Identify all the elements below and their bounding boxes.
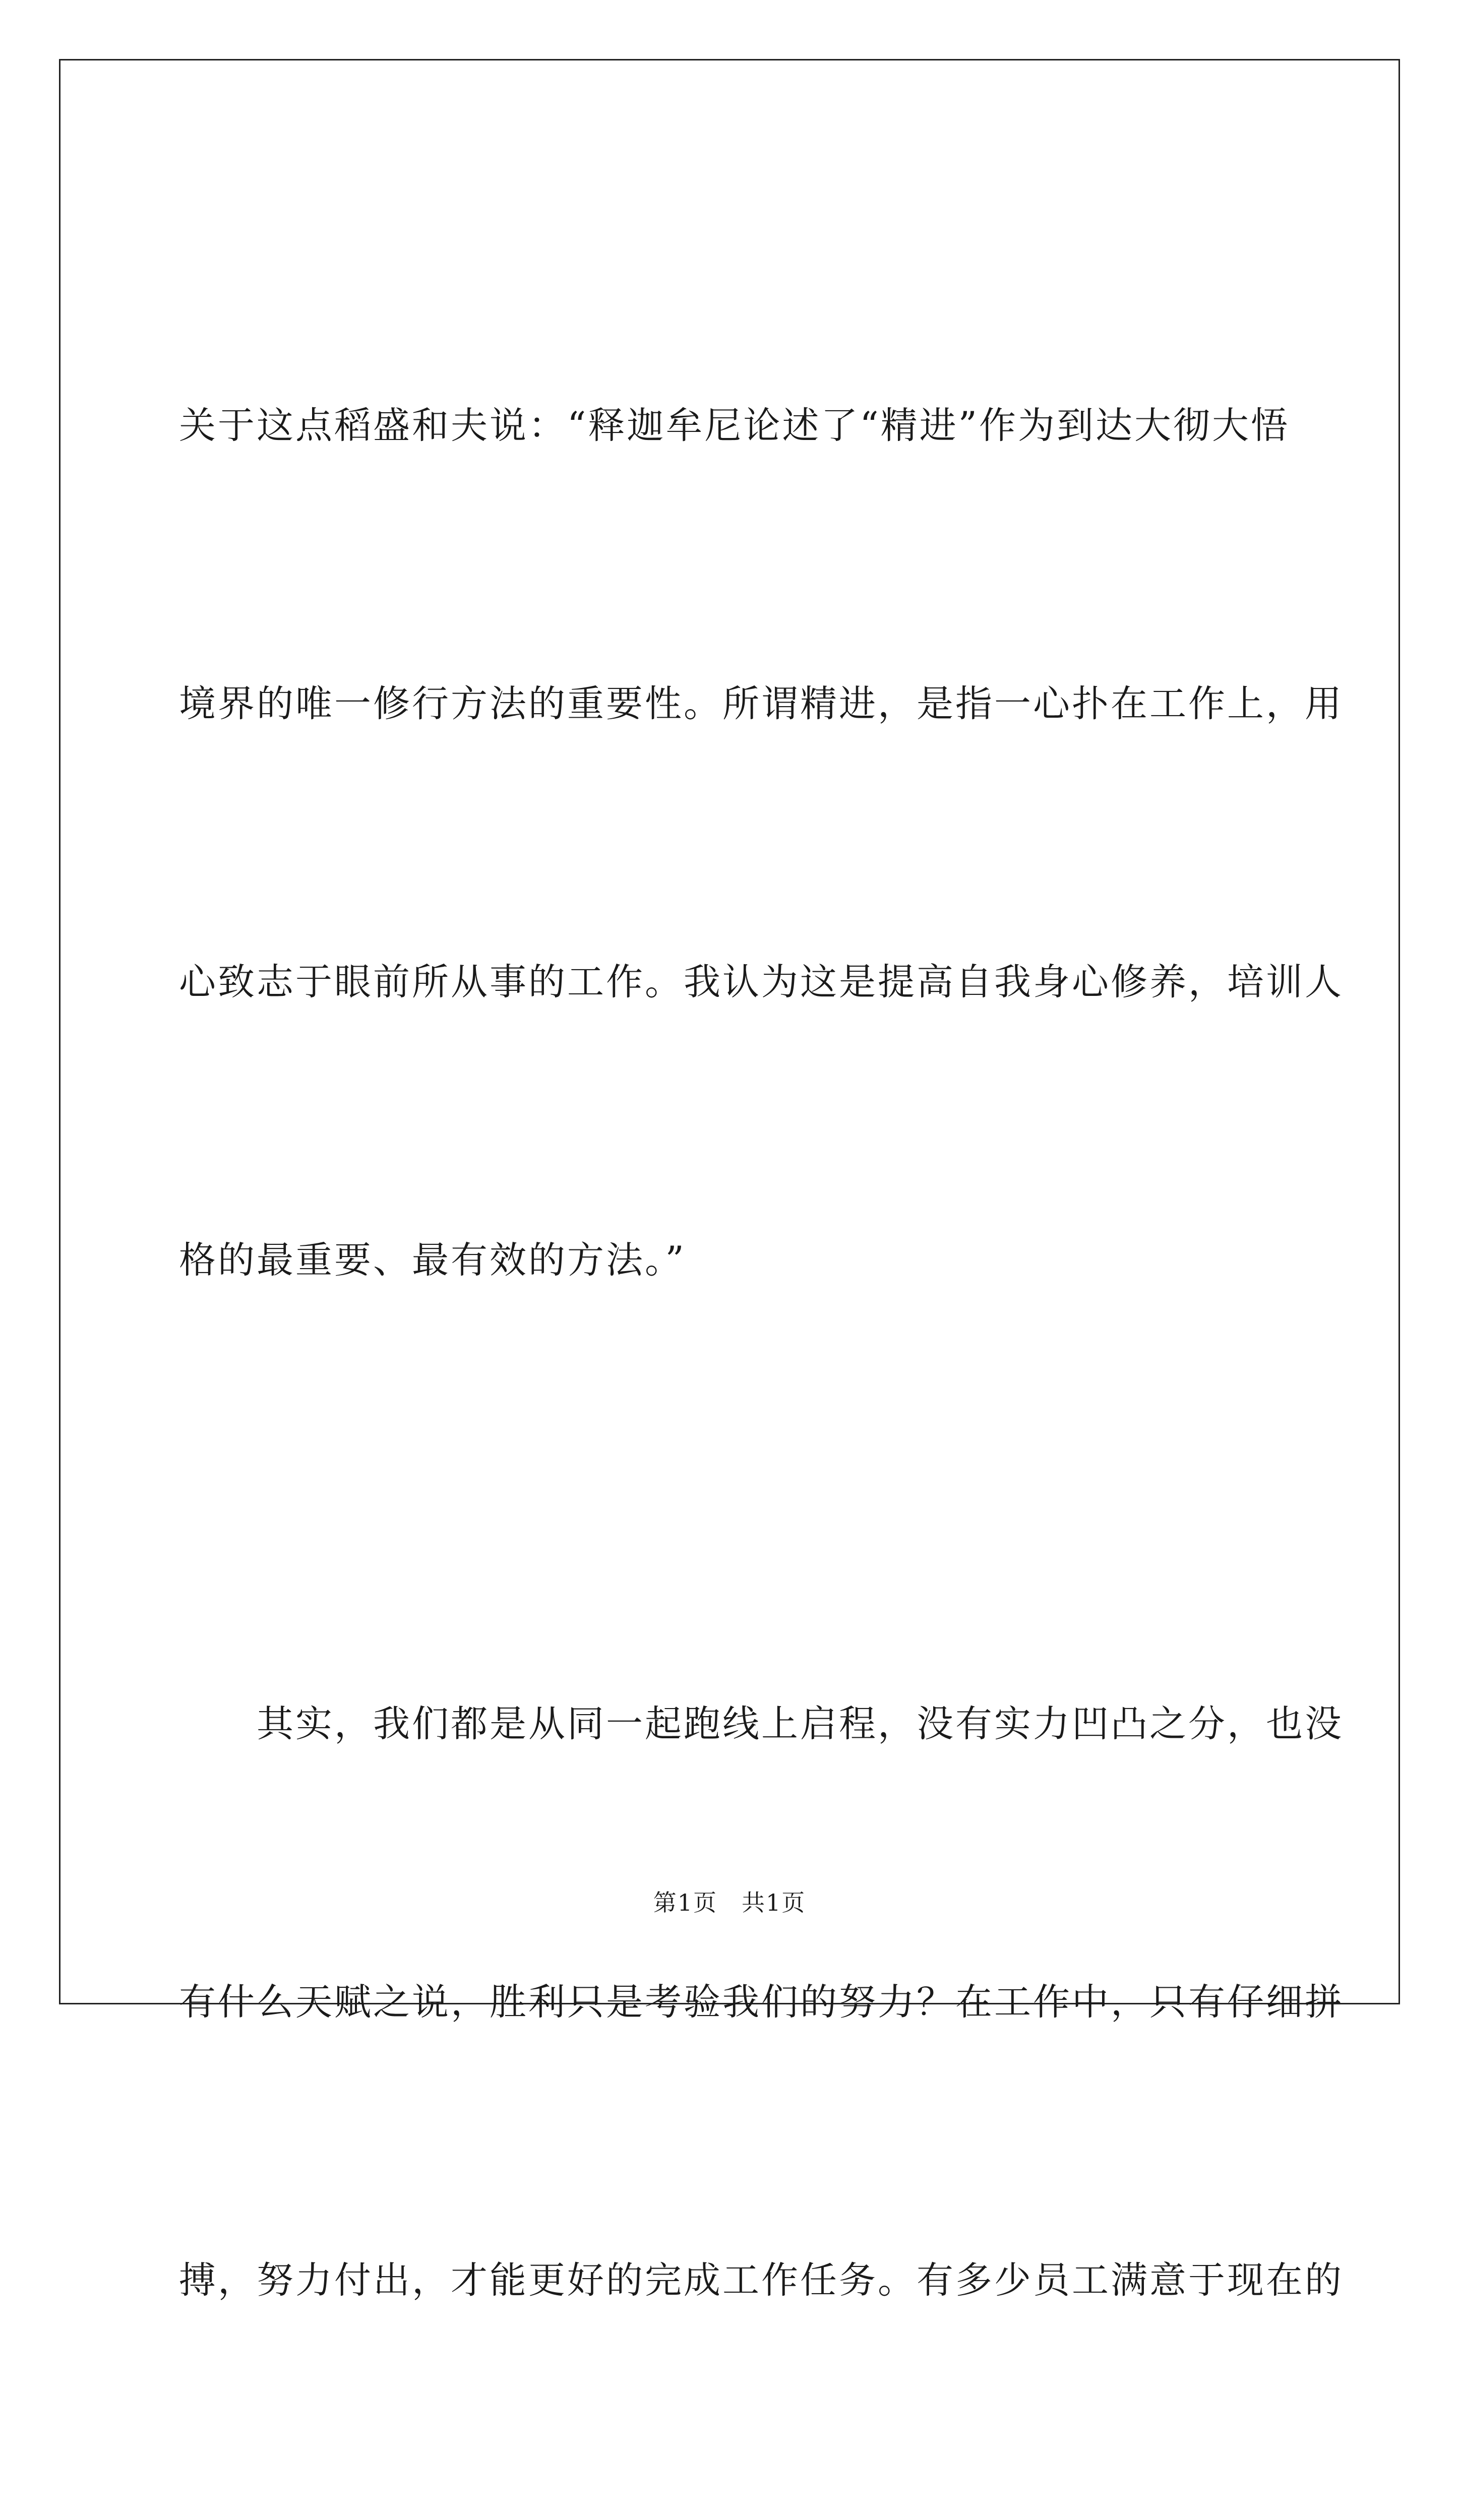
- paragraph-2: [179, 1492, 1344, 2520]
- document-body: [179, 194, 1344, 2520]
- page-number-footer: 第1页 共1页: [653, 1889, 806, 1916]
- text-line: 格的最重要、最有效的方法。”: [179, 1239, 686, 1282]
- text-line: 搏，努力付出，才能更好的完成工作任务。有多少员工满意于现在的: [179, 2259, 1344, 2302]
- text-line: 其实，我们都是从同一起跑线上启程，没有实力凹凸之分，也没: [179, 1703, 1344, 1745]
- paragraph-1: [179, 194, 1344, 1492]
- text-line: 心致志于眼前所从事的工作。我认为这是提高自我身心修养，培训人: [179, 961, 1344, 1003]
- text-line: 境界的唯一修行方法的重要性。所谓精进，是指一心扑在工作上，用: [179, 682, 1344, 725]
- text-line: 有什么天赋之说，胜利只是考验我们的努力？在工作中，只有仔细拼: [179, 1981, 1344, 2024]
- text-line: 关于这点稻盛和夫说：“释迦牟尼论述了“精进”作为到达大彻大悟: [179, 404, 1290, 447]
- text-line: [179, 2512, 1288, 2520]
